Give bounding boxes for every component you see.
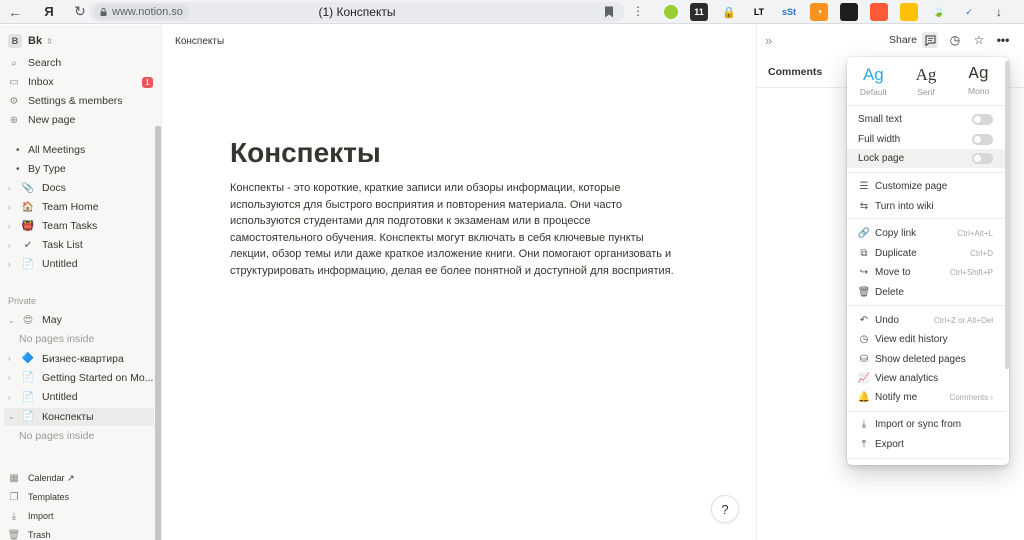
menu-divider — [847, 305, 1005, 306]
menu-icon: ⛁ — [859, 353, 869, 365]
menu-divider — [847, 218, 1005, 219]
sidebar-page-label: No pages inside — [19, 333, 95, 346]
sidebar-private-item[interactable] — [8, 311, 62, 329]
chevron-right-icon[interactable]: › — [8, 240, 11, 250]
sidebar-page-label: No pages inside — [19, 429, 95, 442]
ext-leaf-icon[interactable]: 🍃 — [932, 6, 946, 18]
sidebar-page-label: Team Home — [42, 201, 99, 213]
sidebar-page-label: Docs — [42, 182, 66, 194]
collapse-panel-icon[interactable]: » — [765, 33, 773, 48]
comments-title: Comments — [768, 66, 823, 78]
sidebar-page-label: Task List — [42, 239, 83, 251]
sidebar-page-label: Untitled — [42, 391, 78, 404]
plus-circle-icon: ⊕ — [9, 114, 19, 126]
ext-lock-icon[interactable]: 🔒 — [722, 6, 736, 19]
sidebar-page-label: May — [42, 314, 62, 326]
sidebar-page-label: Бизнес-квартира — [42, 352, 124, 365]
sidebar-private-item[interactable] — [8, 388, 78, 406]
menu-item-label: Move to — [875, 267, 911, 278]
chevron-right-icon[interactable]: › — [8, 259, 11, 269]
toggle-full-width[interactable] — [847, 130, 1005, 149]
chevron-down-icon[interactable]: ⌄ — [8, 315, 15, 325]
menu-item-label: Show deleted pages — [875, 353, 966, 365]
help-button[interactable]: ? — [711, 495, 739, 523]
toggle-switch[interactable] — [972, 153, 993, 164]
toggle-switch[interactable] — [972, 134, 993, 145]
share-button[interactable]: Share — [889, 34, 918, 46]
menu-icon: 🔔 — [857, 392, 871, 404]
sidebar-item-label: Settings & members — [28, 95, 123, 107]
workspace-avatar: B — [8, 34, 22, 48]
ext-sst-icon[interactable]: sSt — [781, 7, 796, 17]
menu-item-label: View analytics — [875, 372, 939, 384]
menu-scrollbar[interactable] — [1005, 61, 1009, 369]
menu-item-duplicate[interactable] — [847, 244, 1005, 263]
sidebar-scrollbar[interactable] — [155, 126, 161, 540]
page-options-menu — [847, 57, 1009, 465]
font-label: Mono — [968, 86, 990, 96]
ext-lt-icon[interactable]: LT — [753, 7, 765, 17]
page-icon: 📄 — [21, 411, 35, 422]
star-icon[interactable]: ☆ — [973, 33, 985, 47]
browser-toolbar — [0, 0, 1024, 24]
menu-shortcut: Ctrl+D — [970, 248, 993, 258]
chevron-right-icon[interactable]: › — [8, 183, 11, 193]
font-sample: Ag — [862, 65, 884, 84]
sidebar-page-item[interactable] — [8, 198, 99, 216]
extensions-bar — [664, 3, 1008, 21]
sidebar-item-label: Calendar ↗ — [28, 472, 75, 483]
menu-icon: 📈 — [857, 372, 871, 384]
sidebar-page-item[interactable] — [8, 255, 78, 273]
menu-shortcut: Ctrl+Z or Alt+Del — [933, 316, 993, 325]
sidebar-page-item[interactable] — [16, 160, 66, 178]
reload-icon[interactable]: ↻ — [74, 3, 86, 19]
ext-red-icon[interactable] — [870, 3, 888, 21]
page-icon: ✔ — [23, 239, 33, 251]
sidebar-item-label: New page — [28, 114, 76, 126]
empty-placeholder — [19, 330, 94, 348]
ext-yellow-icon[interactable] — [664, 5, 678, 19]
page-icon: 🏠 — [21, 201, 35, 213]
chevron-right-icon[interactable]: › — [8, 221, 11, 231]
search-icon: ⌕ — [11, 57, 17, 69]
chevron-right-icon[interactable]: › — [8, 354, 11, 364]
menu-icon: 🔗 — [857, 228, 871, 239]
menu-item-label: Import or sync from — [875, 419, 962, 430]
menu-item-view-edit-history[interactable] — [847, 330, 1005, 349]
sidebar-page-label: By Type — [28, 163, 66, 175]
sidebar-item-label: Trash — [28, 530, 51, 540]
menu-icon: ↪ — [859, 267, 869, 278]
menu-shortcut: Ctrl+Alt+L — [957, 229, 993, 238]
menu-item-label: Duplicate — [875, 247, 917, 259]
chevron-right-icon[interactable]: › — [8, 373, 11, 383]
menu-shortcut: Ctrl+Shift+P — [949, 268, 993, 277]
menu-item-undo[interactable] — [847, 311, 1005, 330]
sidebar-page-label: Untitled — [42, 258, 78, 270]
menu-item-label: Undo — [875, 315, 899, 326]
menu-icon: 🗑 — [857, 286, 871, 298]
menu-item-label: Small text — [858, 114, 902, 125]
font-option-mono[interactable] — [952, 57, 1005, 105]
menu-icon: ⤓ — [861, 419, 867, 430]
menu-item-label: Delete — [875, 286, 904, 298]
menu-item-label: View edit history — [875, 334, 948, 346]
ext-battery-icon[interactable] — [900, 3, 918, 21]
yandex-icon[interactable]: Я — [44, 4, 54, 19]
sidebar-item-label: Templates — [28, 492, 70, 502]
menu-icon: ⤒ — [861, 438, 867, 450]
menu-item-move-to[interactable] — [847, 263, 1005, 282]
page-icon: 👹 — [21, 220, 35, 232]
page-icon: 📄 — [21, 372, 35, 384]
menu-item-turn-into-wiki[interactable] — [847, 197, 1005, 216]
sidebar-bottom-import[interactable] — [8, 507, 54, 525]
menu-icon: ◷ — [859, 334, 869, 346]
menu-item-label: Lock page — [858, 153, 905, 164]
ext-rss-icon[interactable]: ◔ — [810, 3, 828, 21]
breadcrumb[interactable]: Конспекты — [175, 36, 225, 47]
more-options-icon[interactable]: ••• — [996, 33, 1010, 47]
menu-item-show-deleted-pages[interactable] — [847, 350, 1005, 369]
sidebar-page-item[interactable] — [8, 217, 97, 235]
menu-item-customize-page[interactable] — [847, 177, 1005, 196]
toggle-switch[interactable] — [972, 114, 993, 125]
sidebar-page-item[interactable] — [8, 236, 83, 254]
sidebar — [0, 25, 162, 540]
menu-item-import-or-sync-from[interactable] — [847, 415, 1005, 434]
trash-icon: 🗑 — [7, 529, 21, 540]
inbox-icon: ▭ — [9, 76, 19, 88]
more-vert-icon[interactable]: ⋮ — [632, 4, 644, 18]
font-label: Default — [859, 87, 887, 97]
ext-dark-icon[interactable] — [840, 3, 858, 21]
menu-shortcut: Comments › — [949, 393, 993, 403]
sidebar-bottom-calendar[interactable] — [8, 469, 75, 487]
sidebar-page-item[interactable] — [8, 179, 66, 197]
font-option-serif[interactable] — [900, 57, 953, 105]
page-icon: 📎 — [21, 182, 35, 194]
sidebar-item-inbox[interactable] — [8, 73, 54, 91]
toggle-small-text[interactable] — [847, 110, 1005, 129]
address-bar[interactable] — [90, 2, 624, 22]
menu-item-export[interactable] — [847, 435, 1005, 454]
menu-item-view-analytics[interactable] — [847, 369, 1005, 388]
empty-placeholder — [19, 427, 94, 445]
menu-item-label: Turn into wiki — [875, 200, 934, 212]
sidebar-page-item[interactable] — [16, 141, 85, 159]
sidebar-item-search[interactable] — [8, 54, 61, 72]
chevron-updown-icon: ⇳ — [46, 36, 53, 46]
menu-item-delete[interactable] — [847, 283, 1005, 302]
menu-divider — [847, 105, 1005, 106]
sidebar-item-settings-members[interactable] — [8, 92, 123, 110]
font-option-default[interactable] — [847, 57, 900, 105]
inbox-badge: 1 — [142, 77, 153, 88]
sidebar-private-item[interactable] — [8, 369, 153, 387]
sidebar-page-label: All Meetings — [28, 144, 86, 156]
font-label: Serif — [917, 87, 935, 97]
page-content — [163, 25, 756, 540]
menu-divider — [847, 458, 1005, 459]
workspace-switcher[interactable] — [8, 34, 53, 48]
sidebar-item-new-page[interactable] — [8, 111, 75, 129]
font-sample: Ag — [915, 65, 937, 84]
menu-item-notify-me[interactable] — [847, 388, 1005, 407]
page-icon: 📄 — [21, 391, 35, 403]
menu-icon: ☰ — [859, 181, 869, 192]
menu-divider — [847, 411, 1005, 412]
sidebar-page-label: Team Tasks — [42, 220, 98, 232]
menu-icon: ⇆ — [859, 200, 869, 212]
page-icon: 😍 — [22, 314, 34, 326]
menu-divider — [847, 172, 1005, 173]
sidebar-private-item[interactable] — [4, 408, 154, 426]
sidebar-bottom-trash[interactable] — [8, 526, 51, 540]
chevron-right-icon[interactable]: › — [8, 392, 11, 402]
bookmark-icon[interactable] — [604, 6, 614, 18]
menu-item-label: Export — [875, 438, 904, 450]
sidebar-item-label: Inbox — [28, 76, 54, 88]
history-icon[interactable]: ◷ — [949, 33, 961, 47]
sidebar-private-item[interactable] — [8, 350, 124, 368]
menu-icon: ↶ — [859, 315, 869, 326]
menu-item-label: Customize page — [875, 181, 948, 192]
ext-calendar-icon[interactable]: 11 — [690, 3, 708, 21]
gear-icon: ⚙ — [9, 95, 19, 107]
menu-item-copy-link[interactable] — [847, 224, 1005, 243]
sidebar-item-label: Import — [28, 511, 54, 521]
chevron-down-icon[interactable]: ⌄ — [8, 412, 15, 421]
menu-item-label: Copy link — [875, 228, 917, 239]
sidebar-item-label: Search — [28, 57, 62, 69]
page-icon: 📄 — [21, 258, 35, 270]
menu-item-label: Notify me — [875, 392, 918, 404]
page-icon: 🔷 — [21, 353, 35, 365]
page-body-text[interactable]: Конспекты - это короткие, краткие записи или обзоры информации, которые используются для быстрого восприятия и повторения материала. Они часто используются студентами для подготовки к экзаменам или в процессе самостоятельного обучения. Конспекты могут включать в себя ключевые пункты лекции, обзор темы или даже краткое изложение книги. Они помогают организовать и структурировать информацию, делая ее более понятной и доступной для восприятия. — [230, 182, 674, 277]
ext-download-icon[interactable]: ↓ — [996, 5, 1002, 19]
calendar-icon: ▦ — [9, 472, 19, 484]
comments-icon[interactable] — [922, 32, 938, 48]
sidebar-page-label: Getting Started on Mo... — [42, 371, 154, 384]
font-selector — [847, 57, 1005, 105]
ext-check-icon[interactable]: ✓ — [965, 6, 973, 17]
font-sample: Ag — [968, 65, 989, 84]
menu-icon: ⧉ — [860, 247, 868, 259]
back-icon[interactable]: ← — [8, 3, 22, 20]
private-section-label: Private — [8, 296, 37, 306]
sidebar-bottom-templates[interactable] — [8, 488, 69, 506]
bullet-icon: • — [16, 163, 20, 175]
templates-icon: ❐ — [9, 491, 19, 503]
tab-title: (1) Конспекты — [318, 5, 396, 19]
workspace-name: Bk — [28, 35, 43, 47]
url-text: www.notion.so — [112, 6, 183, 18]
menu-item-label: Full width — [858, 133, 901, 145]
toggle-lock-page[interactable] — [847, 149, 1005, 168]
sidebar-page-label: Конспекты — [42, 410, 94, 423]
page-title[interactable]: Конспекты — [230, 137, 381, 168]
bullet-icon: • — [16, 144, 20, 156]
import-icon: ⤓ — [11, 510, 17, 522]
chevron-right-icon[interactable]: › — [8, 202, 11, 212]
